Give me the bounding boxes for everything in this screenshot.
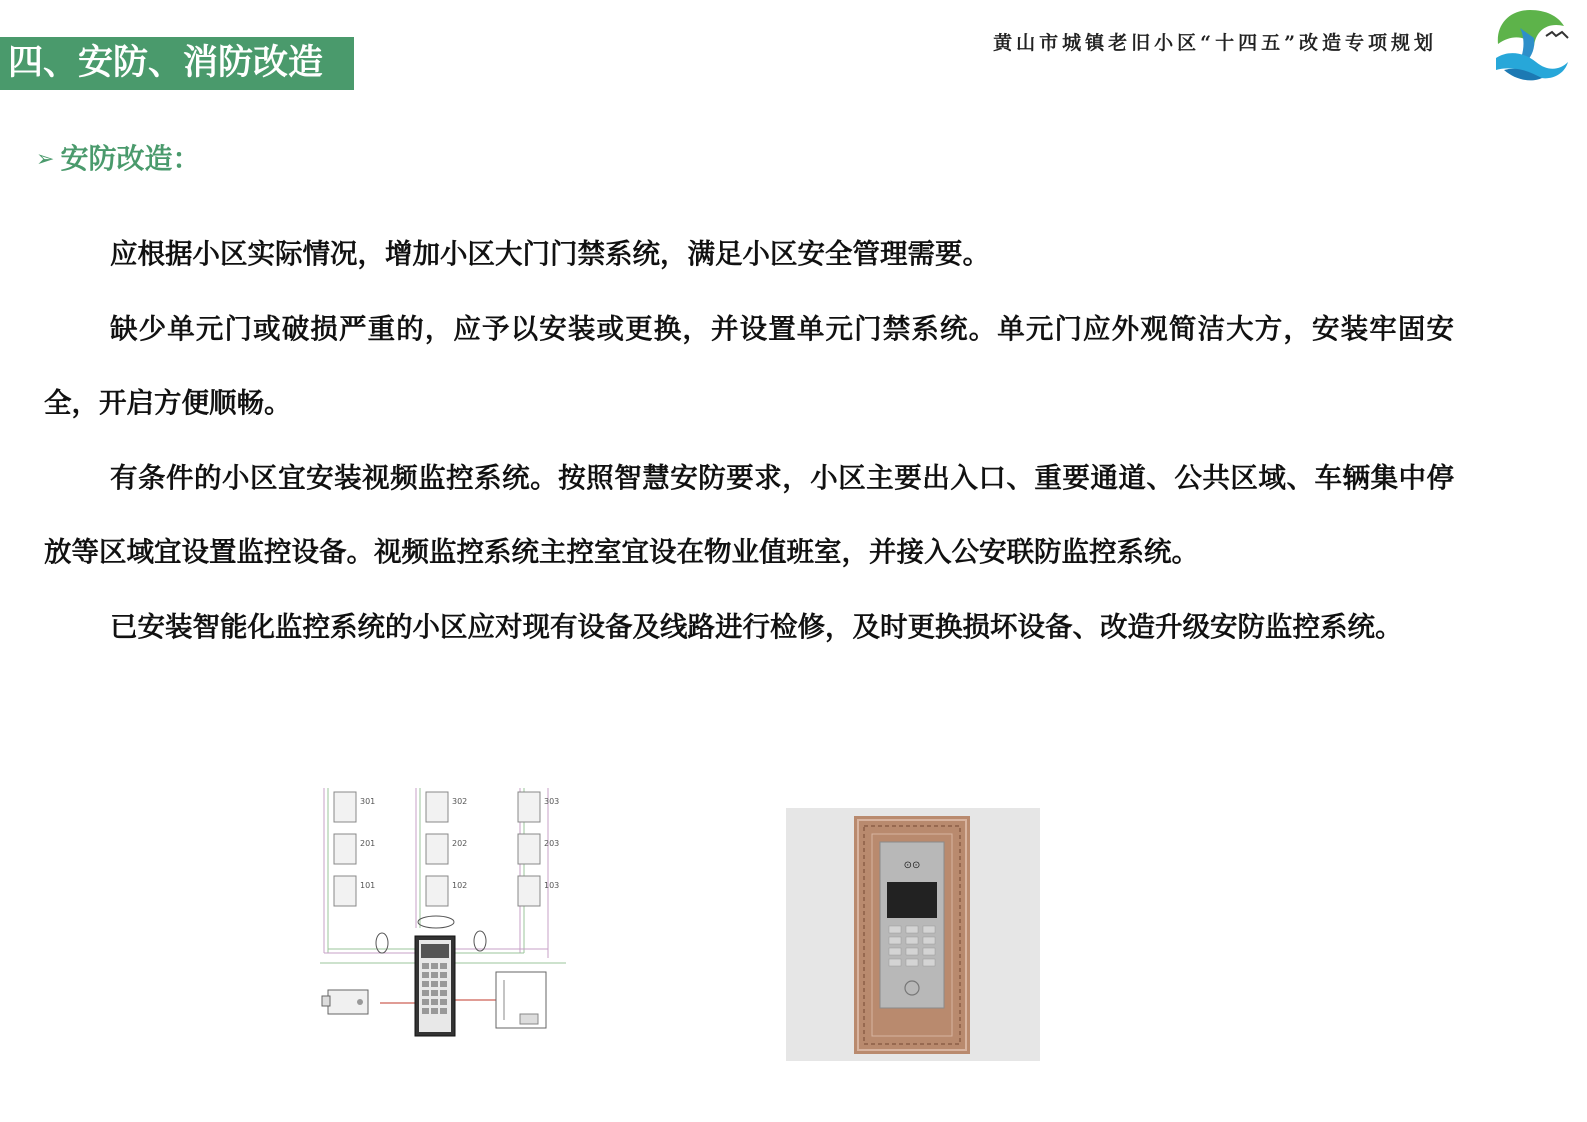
unit-label: 103 <box>544 881 560 890</box>
paragraph: 有条件的小区宜安装视频监控系统。按照智慧安防要求，小区主要出入口、重要通道、公共区域、车辆集中停放等区域宜设置监控设备。视频监控系统主控室宜设在物业值班室，并接入公安联防监控系统。 <box>44 461 1454 568</box>
unit-label: 302 <box>452 797 468 806</box>
paragraph: 已安装智能化监控系统的小区应对现有设备及线路进行检修，及时更换损坏设备、改造升级安防监控系统。 <box>110 610 1403 643</box>
subheading <box>36 137 200 177</box>
section-title: 四、安防、消防改造 <box>0 37 354 90</box>
access-control-wiring-diagram <box>320 788 566 1042</box>
paragraph: 应根据小区实际情况，增加小区大门门禁系统，满足小区安全管理需要。 <box>110 238 990 270</box>
unit-label: 303 <box>544 797 560 806</box>
document-title: 黄山市城镇老旧小区“十四五”改造专项规划 <box>993 32 1437 54</box>
electric-lock-icon <box>322 990 368 1014</box>
panel-brand-mark: ⊙⊙ <box>903 860 921 871</box>
main-door-panel-icon <box>415 936 455 1036</box>
mountain-wave-logo-icon <box>1490 6 1570 84</box>
subheading-label: 安防改造： <box>60 142 201 175</box>
unit-label: 102 <box>452 881 468 890</box>
body-text <box>44 217 1454 664</box>
arrow-bullet-icon: ➢ <box>36 147 55 172</box>
unit-label: 301 <box>360 797 376 806</box>
paragraph: 缺少单元门或破损严重的，应予以安装或更换，并设置单元门禁系统。单元门应外观简洁大方，安装牢固安全，开启方便顺畅。 <box>44 312 1454 419</box>
unit-label: 101 <box>360 881 376 890</box>
power-supply-box-icon <box>496 972 546 1028</box>
unit-label: 202 <box>452 839 468 848</box>
door-intercom-panel-photo <box>786 808 1040 1061</box>
unit-label: 203 <box>544 839 560 848</box>
unit-label: 201 <box>360 839 376 848</box>
